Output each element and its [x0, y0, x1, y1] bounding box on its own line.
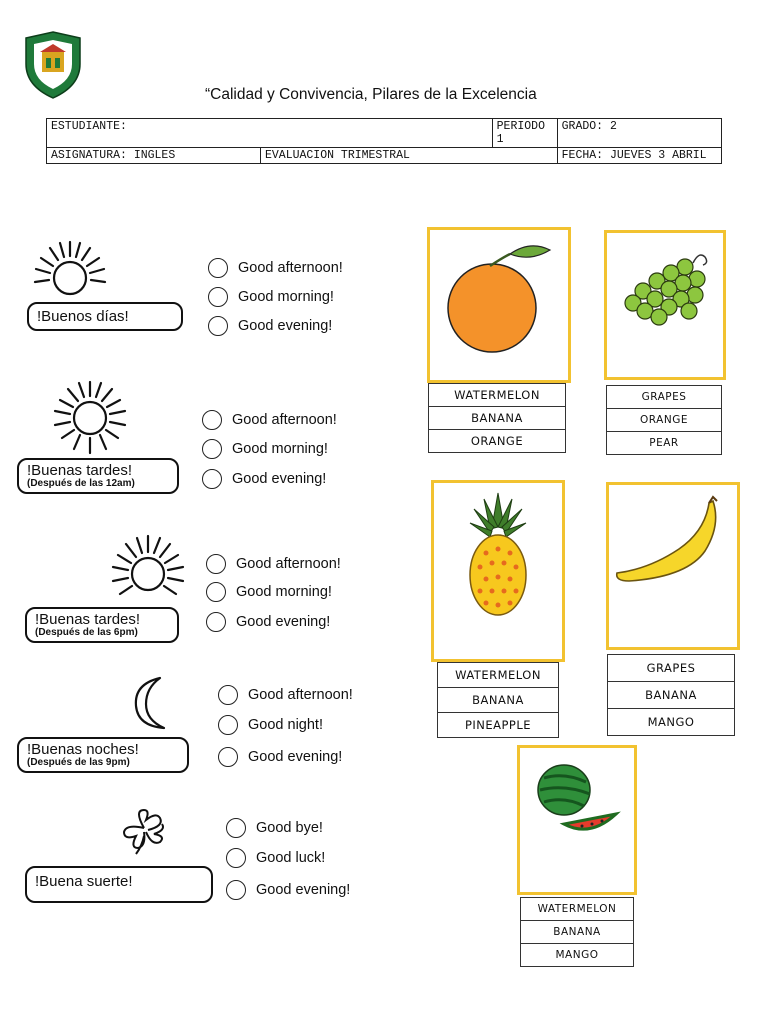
- choice-label[interactable]: MANGO: [607, 708, 735, 736]
- choice-label[interactable]: ORANGE: [606, 408, 722, 432]
- choice-label[interactable]: BANANA: [437, 687, 559, 713]
- grapes-card: [604, 230, 726, 380]
- radio-circle[interactable]: [218, 715, 238, 735]
- choice-label[interactable]: WATERMELON: [428, 383, 566, 407]
- orange-picture: [430, 230, 568, 380]
- banana-card: [606, 482, 740, 650]
- choice-label[interactable]: MANGO: [520, 943, 634, 967]
- greeting-bubble-1: !Buenos días!: [27, 302, 183, 331]
- pineapple-card: [431, 480, 565, 662]
- orange-card: [427, 227, 571, 383]
- radio-circle[interactable]: [218, 685, 238, 705]
- grade-cell: GRADO: 2: [557, 119, 721, 148]
- choice-label[interactable]: BANANA: [428, 406, 566, 430]
- radio-circle[interactable]: [208, 316, 228, 336]
- option-row-2c[interactable]: Good evening!: [202, 469, 326, 489]
- radio-circle[interactable]: [226, 880, 246, 900]
- radio-circle[interactable]: [206, 612, 226, 632]
- option-row-2b[interactable]: Good morning!: [202, 439, 328, 459]
- radio-circle[interactable]: [226, 848, 246, 868]
- option-row-3b[interactable]: Good morning!: [206, 582, 332, 602]
- school-motto: “Calidad y Convivencia, Pilares de la Excelencia: [205, 86, 537, 103]
- watermelon-picture: [520, 748, 634, 892]
- choice-label[interactable]: WATERMELON: [437, 662, 559, 688]
- option-row-1b[interactable]: Good morning!: [208, 287, 334, 307]
- orange-choices: [428, 384, 566, 453]
- choice-label[interactable]: ORANGE: [428, 429, 566, 453]
- subject-cell: ASIGNATURA: INGLES: [47, 148, 261, 164]
- date-cell: FECHA: JUEVES 3 ABRIL: [557, 148, 721, 164]
- greeting-bubble-5: !Buena suerte!: [25, 866, 213, 903]
- radio-circle[interactable]: [218, 747, 238, 767]
- student-field[interactable]: ESTUDIANTE:: [47, 119, 493, 148]
- pineapple-picture: [434, 483, 562, 659]
- option-row-1c[interactable]: Good evening!: [208, 316, 332, 336]
- radio-circle[interactable]: [202, 410, 222, 430]
- option-row-4a[interactable]: Good afternoon!: [218, 685, 353, 705]
- watermelon-choices: [520, 898, 634, 967]
- radio-circle[interactable]: [202, 439, 222, 459]
- period-cell: PERIODO 1: [492, 119, 557, 148]
- radio-circle[interactable]: [202, 469, 222, 489]
- choice-label[interactable]: GRAPES: [607, 654, 735, 682]
- greeting-bubble-4: !Buenas noches! (Después de las 9pm): [17, 737, 189, 773]
- option-row-1a[interactable]: Good afternoon!: [208, 258, 343, 278]
- option-row-5a[interactable]: Good bye!: [226, 818, 323, 838]
- option-row-5c[interactable]: Good evening!: [226, 880, 350, 900]
- grapes-picture: [607, 233, 723, 377]
- school-logo: [22, 30, 84, 100]
- radio-circle[interactable]: [206, 582, 226, 602]
- option-row-2a[interactable]: Good afternoon!: [202, 410, 337, 430]
- banana-choices: [607, 655, 735, 736]
- evaluation-cell: EVALUACION TRIMESTRAL: [261, 148, 558, 164]
- sun-icon: [28, 236, 108, 304]
- grapes-choices: [606, 386, 722, 455]
- choice-label[interactable]: BANANA: [520, 920, 634, 944]
- pineapple-choices: [437, 663, 559, 738]
- choice-label[interactable]: WATERMELON: [520, 897, 634, 921]
- greeting-bubble-2: !Buenas tardes! (Después de las 12am): [17, 458, 179, 494]
- choice-label[interactable]: BANANA: [607, 681, 735, 709]
- radio-circle[interactable]: [208, 258, 228, 278]
- radio-circle[interactable]: [206, 554, 226, 574]
- banana-picture: [609, 485, 737, 647]
- option-row-3c[interactable]: Good evening!: [206, 612, 330, 632]
- clover-icon: [116, 806, 172, 856]
- option-row-4b[interactable]: Good night!: [218, 715, 323, 735]
- choice-label[interactable]: GRAPES: [606, 385, 722, 409]
- radio-circle[interactable]: [226, 818, 246, 838]
- choice-label[interactable]: PINEAPPLE: [437, 712, 559, 738]
- moon-icon: [126, 674, 176, 732]
- option-row-5b[interactable]: Good luck!: [226, 848, 325, 868]
- student-info-table: [46, 118, 722, 164]
- sun-icon: [104, 526, 188, 610]
- watermelon-card: [517, 745, 637, 895]
- greeting-bubble-3: !Buenas tardes! (Después de las 6pm): [25, 607, 179, 643]
- option-row-3a[interactable]: Good afternoon!: [206, 554, 341, 574]
- option-row-4c[interactable]: Good evening!: [218, 747, 342, 767]
- choice-label[interactable]: PEAR: [606, 431, 722, 455]
- sun-icon: [48, 376, 132, 460]
- radio-circle[interactable]: [208, 287, 228, 307]
